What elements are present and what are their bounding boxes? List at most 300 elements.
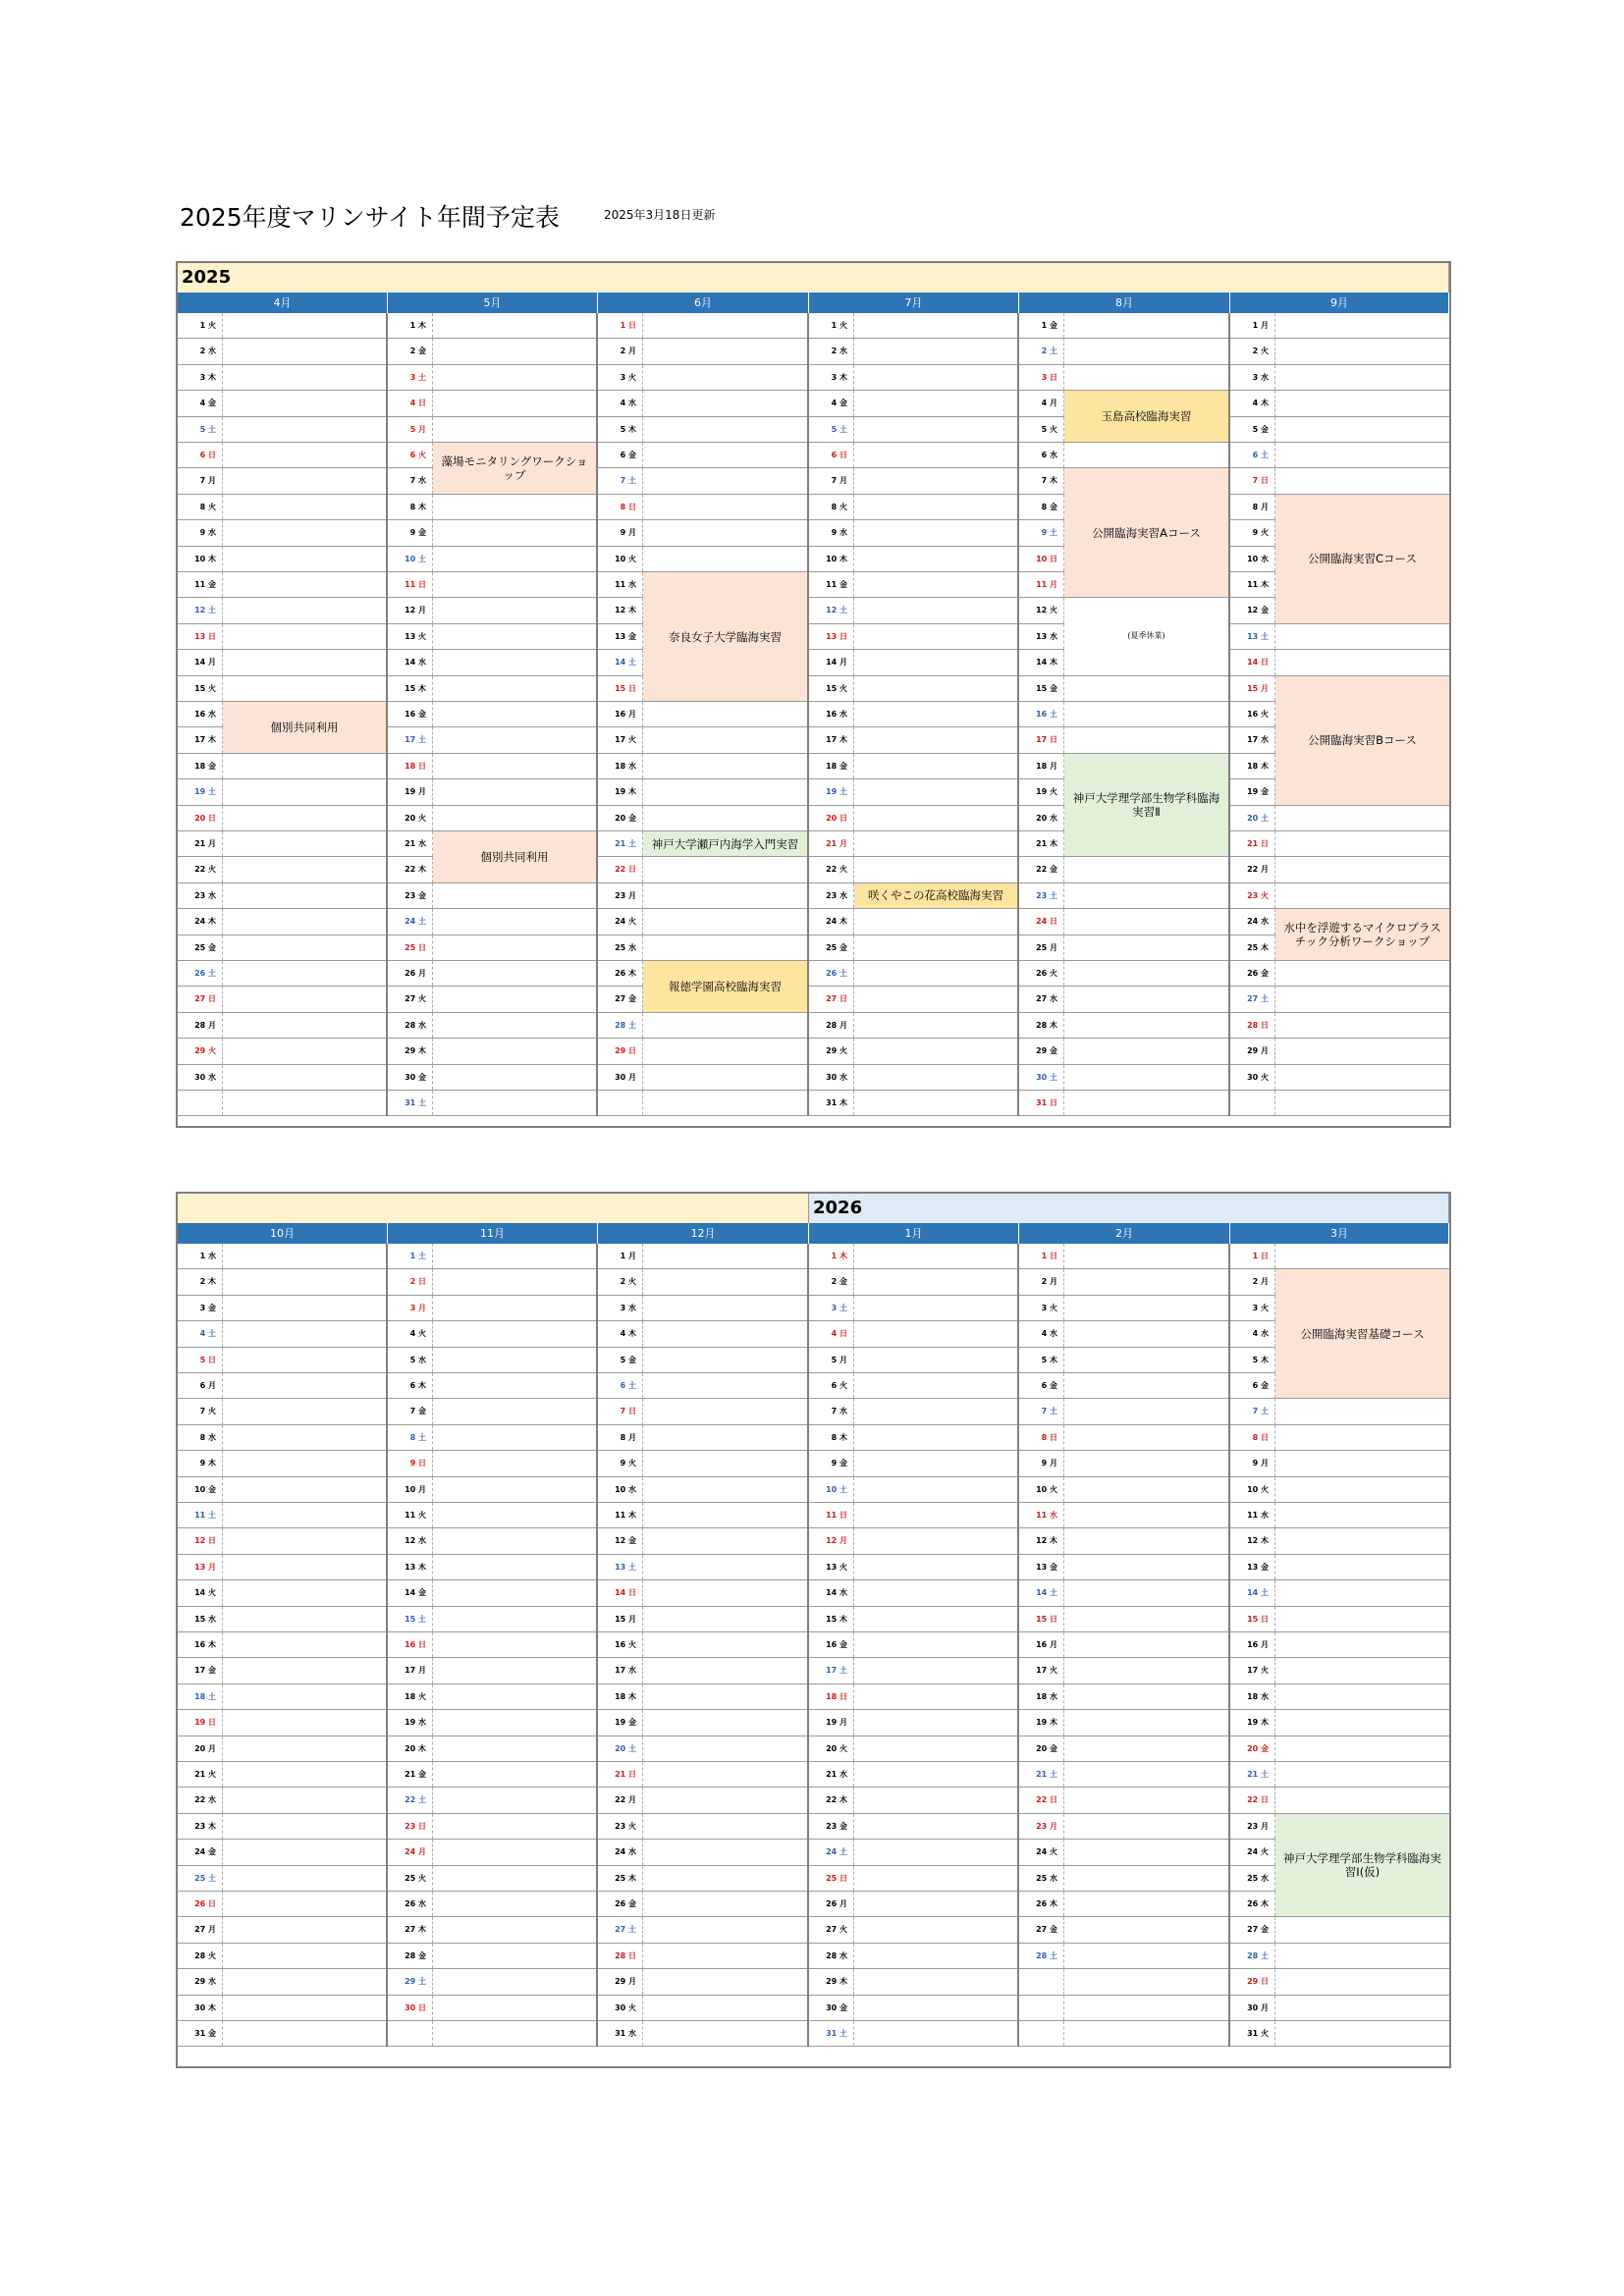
day-row: [598, 1244, 807, 1269]
year-bar: [178, 263, 1449, 293]
day-row: [388, 1425, 596, 1451]
month-header: 8月: [1019, 293, 1230, 313]
day-label: 21 土: [1019, 1762, 1064, 1787]
day-row: [809, 1607, 1017, 1632]
day-row: [809, 1244, 1017, 1269]
day-row: [388, 1580, 596, 1606]
event-block: 水中を浮遊するマイクロプラスチック分析ワークショップ: [1275, 909, 1449, 961]
day-row: [178, 1632, 386, 1658]
month-column: [178, 1244, 388, 2047]
day-label: 25 金: [178, 935, 223, 960]
day-row: [1230, 417, 1449, 443]
day-label: 11 日: [809, 1503, 854, 1527]
day-row: [178, 417, 386, 443]
day-label: 24 金: [178, 1840, 223, 1864]
day-row: [388, 1269, 596, 1295]
day-row: [809, 1269, 1017, 1295]
day-row: [1019, 1814, 1228, 1840]
year-label: 2025: [182, 267, 232, 288]
day-row: [1230, 624, 1449, 650]
day-label: 21 木: [1019, 831, 1064, 856]
day-label: 17 火: [598, 727, 643, 752]
day-label: 26 木: [1230, 1892, 1275, 1916]
day-label: 14 月: [809, 650, 854, 674]
day-row: [1019, 1399, 1228, 1424]
day-label: 5 日: [178, 1348, 223, 1372]
day-row: [388, 676, 596, 702]
day-label: 22 日: [598, 857, 643, 881]
day-row: [178, 1658, 386, 1683]
day-label: 27 土: [1230, 987, 1275, 1011]
day-label: 15 土: [388, 1607, 433, 1631]
day-label: 8 日: [1019, 1425, 1064, 1450]
day-row: [809, 1892, 1017, 1917]
day-label: 28 金: [388, 1944, 433, 1968]
year-segment: [178, 1194, 809, 1223]
month-header: 2月: [1019, 1223, 1230, 1244]
day-row: [1019, 1580, 1228, 1606]
day-row: [178, 547, 386, 572]
day-label: 18 日: [809, 1684, 854, 1709]
day-label: 15 木: [388, 676, 433, 701]
day-row: [809, 1632, 1017, 1658]
day-label: 4 月: [1019, 391, 1064, 415]
day-row: [178, 391, 386, 416]
day-label: 28 土: [1019, 1944, 1064, 1968]
day-label: 13 木: [388, 1555, 433, 1579]
day-row: [178, 1296, 386, 1321]
day-label: [388, 2021, 433, 2046]
day-row: [178, 1736, 386, 1762]
day-row: [598, 1788, 807, 1813]
day-label: 16 月: [1230, 1632, 1275, 1657]
day-row: [809, 702, 1017, 727]
day-row: [809, 1917, 1017, 1943]
day-label: 10 木: [809, 547, 854, 571]
day-row: [1019, 1555, 1228, 1580]
day-label: 3 金: [178, 1296, 223, 1320]
day-label: 20 水: [1019, 806, 1064, 830]
day-row: [388, 727, 596, 753]
day-row: [598, 727, 807, 753]
day-row: [388, 1866, 596, 1892]
day-label: 5 木: [598, 417, 643, 442]
day-row: [388, 1736, 596, 1762]
day-label: 21 水: [809, 1762, 854, 1787]
day-row: [388, 547, 596, 572]
day-label: 2 土: [1019, 339, 1064, 363]
day-label: 17 火: [1230, 1658, 1275, 1682]
day-label: 5 木: [1230, 1348, 1275, 1372]
day-row: [388, 313, 596, 339]
day-row: [598, 1996, 807, 2021]
day-row: [598, 702, 807, 727]
day-row: [1230, 1658, 1449, 1683]
day-label: 16 火: [598, 1632, 643, 1657]
day-label: 27 日: [178, 987, 223, 1011]
day-label: 3 火: [1230, 1296, 1275, 1320]
day-label: 1 水: [178, 1244, 223, 1268]
day-label: 4 水: [598, 391, 643, 415]
day-label: 12 土: [809, 598, 854, 622]
day-label: 14 日: [598, 1580, 643, 1605]
day-row: [598, 1425, 807, 1451]
day-row: [598, 1321, 807, 1347]
day-label: 12 金: [598, 1528, 643, 1553]
day-label: [1019, 1969, 1064, 1994]
day-row: [809, 754, 1017, 779]
day-row: [388, 1528, 596, 1554]
day-row: [598, 935, 807, 961]
day-row: [598, 779, 807, 805]
day-row: [178, 1996, 386, 2021]
day-label: 16 水: [809, 702, 854, 726]
day-row: [598, 1580, 807, 1606]
day-label: 4 日: [809, 1321, 854, 1346]
day-label: 11 水: [1019, 1503, 1064, 1527]
month-column: [598, 313, 809, 1116]
day-row: [598, 883, 807, 909]
day-row: [178, 676, 386, 702]
day-row: [598, 520, 807, 546]
day-label: 27 金: [598, 987, 643, 1011]
day-label: 29 土: [388, 1969, 433, 1994]
day-row: [1230, 391, 1449, 416]
day-label: 14 水: [388, 650, 433, 674]
day-label: 19 金: [1230, 779, 1275, 804]
day-row: [178, 1425, 386, 1451]
day-label: 3 水: [598, 1296, 643, 1320]
day-row: [1019, 1244, 1228, 1269]
month-header: 6月: [598, 293, 809, 313]
day-row: [1019, 1451, 1228, 1476]
day-label: 30 火: [598, 1996, 643, 2020]
day-label: 20 日: [178, 806, 223, 830]
day-row: [598, 1269, 807, 1295]
day-row: [178, 1039, 386, 1064]
day-label: 16 土: [1019, 702, 1064, 726]
day-label: 15 火: [809, 676, 854, 701]
day-row: [178, 1710, 386, 1735]
day-row: [388, 1013, 596, 1039]
day-label: 10 土: [388, 547, 433, 571]
day-row: [178, 1013, 386, 1039]
day-row: [1019, 1684, 1228, 1710]
day-row: [388, 961, 596, 987]
month-header: 11月: [388, 1223, 598, 1244]
day-row: [809, 1296, 1017, 1321]
day-row: [598, 1296, 807, 1321]
day-row: [809, 1528, 1017, 1554]
day-label: 8 火: [178, 495, 223, 519]
day-label: 24 水: [1230, 909, 1275, 934]
day-row: [809, 1348, 1017, 1373]
day-row: [598, 1065, 807, 1091]
day-label: 11 火: [388, 1503, 433, 1527]
day-label: 26 金: [1230, 961, 1275, 986]
day-row: [1019, 935, 1228, 961]
day-label: 2 月: [1019, 1269, 1064, 1294]
day-row: [388, 1373, 596, 1399]
day-label: 13 火: [388, 624, 433, 649]
day-row: [1230, 1762, 1449, 1788]
day-row: [809, 468, 1017, 494]
day-row: [388, 1477, 596, 1503]
day-label: 19 木: [1230, 1710, 1275, 1735]
day-label: [1230, 1091, 1275, 1115]
day-row: [1019, 2021, 1228, 2047]
day-label: 4 金: [809, 391, 854, 415]
day-label: 25 日: [388, 935, 433, 960]
day-row: [388, 1348, 596, 1373]
day-row: [1019, 987, 1228, 1012]
day-label: 7 火: [178, 1399, 223, 1423]
day-row: [388, 1244, 596, 1269]
day-label: 8 月: [1230, 495, 1275, 519]
day-row: [1230, 1451, 1449, 1476]
month-header: 5月: [388, 293, 598, 313]
day-row: [178, 598, 386, 623]
day-label: 22 月: [1230, 857, 1275, 881]
day-row: [598, 339, 807, 364]
day-label: 17 土: [388, 727, 433, 752]
day-label: 9 月: [1230, 1451, 1275, 1475]
month-header: 3月: [1230, 1223, 1449, 1244]
day-label: 6 土: [1230, 443, 1275, 467]
day-label: 1 日: [1230, 1244, 1275, 1268]
day-row: [388, 650, 596, 675]
day-label: 12 水: [388, 1528, 433, 1553]
day-label: 5 月: [809, 1348, 854, 1372]
day-row: [178, 1607, 386, 1632]
day-row: [598, 1348, 807, 1373]
day-label: 24 木: [178, 909, 223, 934]
day-label: 5 金: [1230, 417, 1275, 442]
day-label: 18 金: [809, 754, 854, 778]
day-row: [178, 1477, 386, 1503]
day-label: 16 木: [178, 1632, 223, 1657]
day-row: [388, 1996, 596, 2021]
day-label: 18 木: [1230, 754, 1275, 778]
day-label: 28 日: [598, 1944, 643, 1968]
day-label: 26 木: [598, 961, 643, 986]
day-label: 3 土: [809, 1296, 854, 1320]
day-label: 17 水: [1230, 727, 1275, 752]
day-row: [1019, 1425, 1228, 1451]
day-row: [388, 391, 596, 416]
day-row: [598, 1814, 807, 1840]
event-block: 個別共同利用: [223, 702, 386, 754]
day-label: 3 火: [598, 365, 643, 390]
day-row: [598, 1477, 807, 1503]
day-row: [178, 1917, 386, 1943]
day-label: 6 水: [1019, 443, 1064, 467]
day-label: 17 金: [178, 1658, 223, 1682]
day-row: [178, 1580, 386, 1606]
day-label: 31 土: [809, 2021, 854, 2046]
day-label: 20 火: [388, 806, 433, 830]
day-label: 25 火: [388, 1866, 433, 1891]
day-label: 7 月: [178, 468, 223, 493]
day-row: [388, 806, 596, 831]
day-label: 24 火: [1019, 1840, 1064, 1864]
day-label: 30 火: [1230, 1065, 1275, 1090]
day-label: 9 木: [178, 1451, 223, 1475]
day-label: 19 土: [178, 779, 223, 804]
day-row: [178, 1788, 386, 1813]
day-label: 10 日: [1019, 547, 1064, 571]
day-label: 20 木: [388, 1736, 433, 1761]
day-label: [178, 1091, 223, 1115]
day-label: 12 木: [598, 598, 643, 622]
day-row: [178, 961, 386, 987]
day-label: 26 月: [388, 961, 433, 986]
day-label: 15 火: [178, 676, 223, 701]
day-row: [809, 1065, 1017, 1091]
day-label: 24 火: [598, 909, 643, 934]
day-row: [1230, 1425, 1449, 1451]
day-label: 5 金: [598, 1348, 643, 1372]
day-label: 4 日: [388, 391, 433, 415]
month-header: 7月: [809, 293, 1019, 313]
day-row: [178, 1065, 386, 1091]
day-row: [178, 1866, 386, 1892]
day-label: 11 日: [388, 572, 433, 597]
day-label: 11 土: [178, 1503, 223, 1527]
day-label: 11 月: [1019, 572, 1064, 597]
day-row: [1230, 650, 1449, 675]
day-row: [178, 1814, 386, 1840]
day-label: 5 土: [178, 417, 223, 442]
day-label: 9 水: [809, 520, 854, 545]
event-block: 個別共同利用: [433, 831, 596, 883]
day-label: 6 金: [1230, 1373, 1275, 1398]
day-label: 23 金: [388, 883, 433, 908]
day-label: 29 火: [178, 1039, 223, 1063]
day-row: [1230, 961, 1449, 987]
day-label: 18 木: [598, 1684, 643, 1709]
day-label: 7 木: [1019, 468, 1064, 493]
day-row: [809, 365, 1017, 391]
day-row: [388, 754, 596, 779]
day-row: [598, 1969, 807, 1995]
day-row: [598, 1840, 807, 1865]
day-row: [178, 754, 386, 779]
day-row: [598, 1866, 807, 1892]
day-label: 5 月: [388, 417, 433, 442]
day-label: 23 火: [598, 1814, 643, 1839]
day-label: 13 月: [178, 1555, 223, 1579]
day-row: [388, 598, 596, 623]
day-row: [178, 935, 386, 961]
day-row: [388, 1917, 596, 1943]
day-label: 11 木: [598, 1503, 643, 1527]
day-row: [178, 1091, 386, 1116]
day-label: 13 土: [598, 1555, 643, 1579]
day-label: 15 月: [598, 1607, 643, 1631]
event-block: 神戸大学理学部生物学科臨海実習Ⅱ: [1064, 754, 1228, 858]
event-block: 神戸大学瀬戸内海学入門実習: [643, 831, 807, 857]
day-row: [598, 1736, 807, 1762]
day-row: [598, 1917, 807, 1943]
day-row: [388, 883, 596, 909]
day-label: 10 水: [598, 1477, 643, 1502]
day-label: 10 土: [809, 1477, 854, 1502]
day-row: [809, 987, 1017, 1012]
day-row: [388, 1684, 596, 1710]
event-block: 藻場モニタリングワークショップ: [433, 443, 596, 495]
day-label: 23 水: [178, 883, 223, 908]
day-row: [178, 572, 386, 598]
day-label: 16 火: [1230, 702, 1275, 726]
day-row: [809, 1039, 1017, 1064]
day-label: 25 土: [178, 1866, 223, 1891]
day-label: 3 木: [809, 365, 854, 390]
day-label: 2 日: [388, 1269, 433, 1294]
month-column: [178, 313, 388, 1116]
day-label: 17 火: [1019, 1658, 1064, 1682]
day-row: [809, 831, 1017, 857]
day-row: [809, 935, 1017, 961]
day-label: 18 火: [388, 1684, 433, 1709]
day-row: [598, 1684, 807, 1710]
day-label: 12 日: [178, 1528, 223, 1553]
day-row: [178, 339, 386, 364]
day-row: [809, 806, 1017, 831]
day-label: 23 火: [1230, 883, 1275, 908]
day-row: [388, 2021, 596, 2047]
day-label: 6 木: [388, 1373, 433, 1398]
day-label: 13 日: [809, 624, 854, 649]
day-row: [809, 1944, 1017, 1969]
day-label: 25 木: [598, 1866, 643, 1891]
day-label: 18 月: [1019, 754, 1064, 778]
day-label: 1 月: [598, 1244, 643, 1268]
day-label: 29 日: [1230, 1969, 1275, 1994]
day-row: [1019, 1296, 1228, 1321]
day-label: 28 月: [809, 1013, 854, 1038]
day-label: 30 月: [1230, 1996, 1275, 2020]
day-label: 5 土: [809, 417, 854, 442]
day-row: [598, 468, 807, 494]
day-label: 8 月: [598, 1425, 643, 1450]
day-label: 25 木: [1230, 935, 1275, 960]
day-row: [1019, 1969, 1228, 1995]
day-row: [1019, 1632, 1228, 1658]
day-row: [598, 1451, 807, 1476]
day-row: [178, 806, 386, 831]
day-label: 4 水: [1230, 1321, 1275, 1346]
event-block: 玉島高校臨海実習: [1064, 391, 1228, 443]
day-label: 19 木: [1019, 1710, 1064, 1735]
day-label: 12 月: [388, 598, 433, 622]
day-row: [809, 909, 1017, 934]
day-row: [1019, 1736, 1228, 1762]
day-label: 14 水: [809, 1580, 854, 1605]
day-row: [598, 313, 807, 339]
day-label: 22 木: [809, 1788, 854, 1812]
day-row: [1019, 1065, 1228, 1091]
day-label: 1 土: [388, 1244, 433, 1268]
day-label: 26 火: [1019, 961, 1064, 986]
day-label: 15 水: [178, 1607, 223, 1631]
day-row: [809, 779, 1017, 805]
day-row: [598, 1373, 807, 1399]
day-label: 16 日: [388, 1632, 433, 1657]
day-row: [1230, 1555, 1449, 1580]
day-row: [1019, 1762, 1228, 1788]
year-label: 2026: [813, 1198, 863, 1218]
